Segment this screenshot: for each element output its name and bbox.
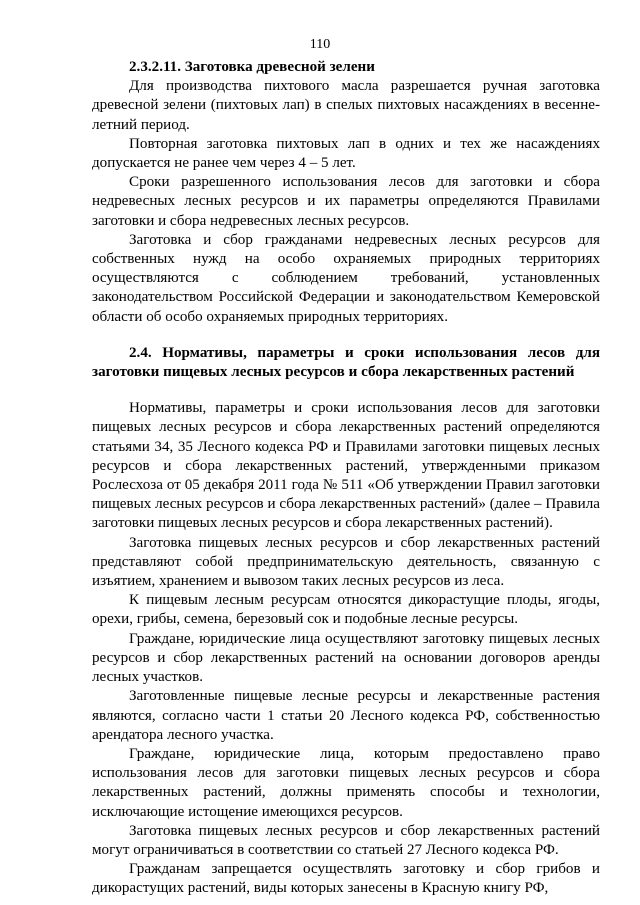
- section-paragraph: Заготовленные пищевые лесные ресурсы и лекарственные растения являются, согласно части 1 статьи 20 Лесного кодекса РФ, собственностью арендатора лесного участка.: [92, 688, 600, 743]
- subsection-paragraph: Заготовка и сбор гражданами недревесных лесных ресурсов для собственных нужд на особо охраняемых природных территориях осуществляются с соблюдением требований, установленных законодательством Российской Федерации и законодательством Кемеровской области об особо охраняемых природных территориях.: [92, 231, 600, 325]
- section-heading: 2.4. Нормативы, параметры и сроки использования лесов для заготовки пищевых лесных ресурсов и сбора лекарственных растений: [92, 344, 600, 381]
- section-paragraph: Граждане, юридические лица, которым предоставлено право использования лесов для заготовки пищевых лесных ресурсов и сбора лекарственных растений, должны применять способы и технологии, исключающие истощение имеющихся ресурсов.: [92, 745, 600, 820]
- section-paragraph: Заготовка пищевых лесных ресурсов и сбор лекарственных растений могут ограничиваться в соответствии со статьей 27 Лесного кодекса РФ.: [92, 822, 600, 858]
- section-paragraph: Нормативы, параметры и сроки использования лесов для заготовки пищевых лесных ресурсов и сбора лекарственных растений определяются статьями 34, 35 Лесного кодекса РФ и Правилами заготовки пищевых лесных ресурсов и сбора лекарственных растений, утвержденными приказом Рослесхоза от 05 декабря 2011 года № 511 «Об утверждении Правил заготовки пищевых лесных ресурсов и сбора лекарственных растений» (далее – Правила заготовки пищевых лесных ресурсов и сбора лекарственных растений).: [92, 400, 600, 532]
- section-paragraph: Заготовка пищевых лесных ресурсов и сбор лекарственных растений представляют собой предпринимательскую деятельность, связанную с изъятием, хранением и вывозом таких лесных ресурсов из леса.: [92, 534, 600, 590]
- page-content: [92, 58, 600, 899]
- subsection-paragraph: Сроки разрешенного использования лесов для заготовки и сбора недревесных лесных ресурсов и их параметры определяются Правилами заготовки и сбора недревесных лесных ресурсов.: [92, 174, 600, 229]
- page-number: 110: [309, 37, 331, 52]
- section-paragraph: Граждане, юридические лица осуществляют заготовку пищевых лесных ресурсов и сбор лекарственных растений на основании договоров аренды лесных участков.: [92, 630, 600, 686]
- subsection-paragraph: Для производства пихтового масла разрешается ручная заготовка древесной зелени (пихтовых лап) в спелых пихтовых насаждениях в весенне-летний период.: [92, 78, 600, 133]
- section-paragraph: К пищевым лесным ресурсам относятся дикорастущие плоды, ягоды, орехи, грибы, семена, березовый сок и подобные лесные ресурсы.: [92, 592, 600, 628]
- subsection-paragraph: Повторная заготовка пихтовых лап в одних и тех же насаждениях допускается не ранее чем через 4 – 5 лет.: [92, 135, 600, 172]
- subsection-heading: 2.3.2.11. Заготовка древесной зелени: [129, 59, 375, 75]
- section-paragraph: Гражданам запрещается осуществлять заготовку и сбор грибов и дикорастущих растений, виды которых занесены в Красную книгу РФ,: [92, 861, 600, 897]
